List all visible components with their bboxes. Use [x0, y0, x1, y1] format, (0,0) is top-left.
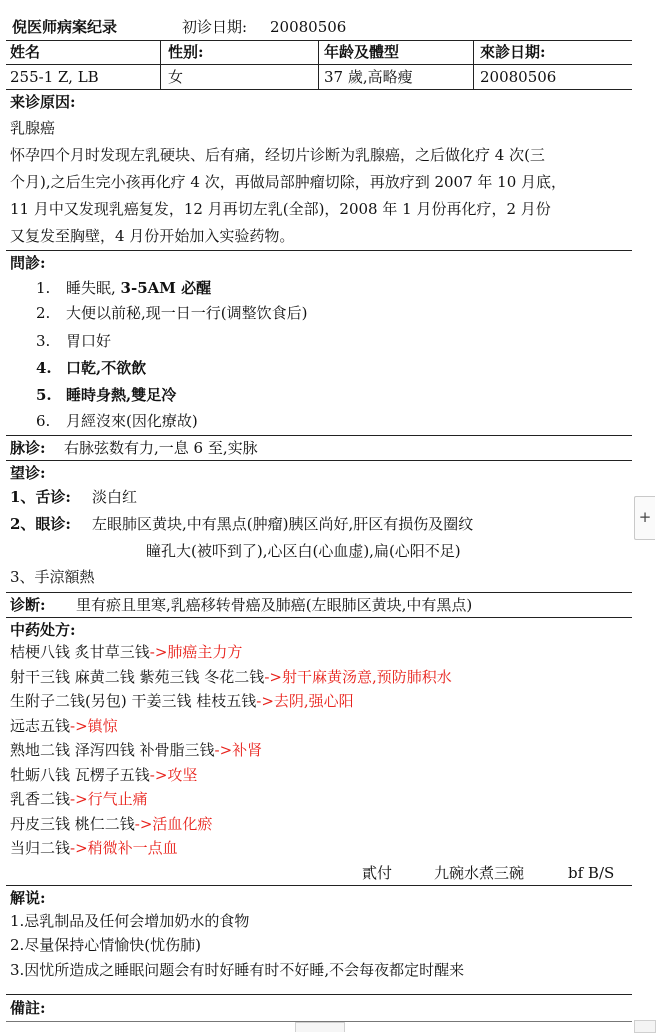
prescription-line: 熟地二钱 泽泻四钱 补骨脂三钱->补肾: [10, 741, 263, 759]
inquiry-item: 口乾,不欲飲: [66, 359, 147, 377]
header-age-build: 年龄及體型: [324, 43, 400, 61]
inquiry-item: 月經沒來(因化療故): [66, 412, 198, 430]
explanation-label: 解说:: [10, 889, 46, 907]
value-name: 255-1 Z, LB: [10, 68, 99, 86]
prescription-line: 牡蛎八钱 瓦楞子五钱->攻坚: [10, 766, 198, 784]
section-divider: [6, 994, 632, 995]
section-divider: [6, 250, 632, 251]
explanation-line: 2.尽量保持心情愉快(忧伤肺): [10, 936, 202, 954]
section-divider: [6, 592, 632, 593]
table-divider: [318, 40, 319, 89]
inquiry-item-number: 2.: [36, 304, 51, 322]
value-gender: 女: [168, 68, 184, 86]
reason-label: 来诊原因:: [10, 93, 76, 111]
inspection-label: 望诊:: [10, 464, 46, 482]
inquiry-item-number: 4.: [36, 359, 52, 377]
prescription-line: 丹皮三钱 桃仁二钱->活血化瘀: [10, 815, 213, 833]
section-divider: [6, 460, 632, 461]
value-age-build: 37 歲,高略瘦: [324, 68, 413, 86]
inquiry-item-number: 1.: [36, 279, 51, 297]
dosing-time: bf B/S: [568, 864, 615, 882]
inquiry-item: 大便以前秘,现一日一行(调整饮食后): [66, 304, 308, 322]
table-divider: [473, 40, 474, 89]
eye-line: 左眼肺区黄块,中有黑点(肿瘤)胰区尚好,肝区有损伤及圈纹: [92, 515, 474, 533]
hand-text: 3、手涼額熱: [10, 568, 95, 586]
eye-line: 瞳孔大(被吓到了),心区白(心血虚),扁(心阳不足): [146, 542, 461, 560]
first-visit-date: 20080506: [270, 18, 347, 36]
inquiry-item-number: 5.: [36, 386, 52, 404]
prescription-line: 远志五钱->镇惊: [10, 717, 118, 735]
reason-line: 11 月中又发现乳癌复发，12 月再切左乳(全部)，2008 年 1 月份再化疗，2 月份: [10, 200, 551, 218]
tongue-label: 1、舌诊:: [10, 488, 71, 506]
tongue-text: 淡白红: [92, 488, 138, 506]
notes-label: 備註:: [10, 999, 46, 1017]
inquiry-item: 胃口好: [66, 332, 112, 350]
eye-label: 2、眼诊:: [10, 515, 71, 533]
first-visit-label: 初诊日期:: [182, 18, 248, 36]
prescription-label: 中药处方:: [10, 621, 76, 639]
reason-diagnosis: 乳腺癌: [10, 119, 56, 137]
value-visit-date: 20080506: [480, 68, 557, 86]
medical-record-document: [6, 0, 632, 1031]
inquiry-label: 問診:: [10, 254, 46, 272]
prescription-line: 桔梗八钱 炙甘草三钱->肺癌主力方: [10, 643, 243, 661]
prescription-line: 射干三钱 麻黄二钱 紫苑三钱 冬花二钱->射干麻黄汤意,预防肺积水: [10, 668, 452, 686]
header-visit-date: 來診日期:: [480, 43, 546, 61]
pulse-text: 右脉弦数有力,一息 6 至,实脉: [64, 439, 258, 457]
reason-line: 个月),之后生完小孩再化疗 4 次，再做局部肿瘤切除，再放疗到 2007 年 10 月底，: [10, 173, 567, 191]
diagnosis-label: 诊断:: [10, 596, 46, 614]
prescription-line: 乳香二钱->行气止痛: [10, 790, 148, 808]
cooking-method: 九碗水煮三碗: [434, 864, 525, 882]
inquiry-item-number: 6.: [36, 412, 51, 430]
table-bottom-border: [6, 89, 632, 90]
header-name: 姓名: [10, 43, 41, 61]
explanation-line: 1.忌乳制品及任何会增加奶水的食物: [10, 912, 250, 930]
table-middle-border: [6, 64, 632, 65]
inquiry-item: 睡時身熱,雙足冷: [66, 386, 177, 404]
dosage-text: 貳付: [362, 864, 393, 882]
section-divider: [6, 617, 632, 618]
diagnosis-text: 里有瘀且里寒,乳癌移转骨癌及肺癌(左眼肺区黄块,中有黑点): [76, 596, 473, 614]
resize-corner[interactable]: [634, 1020, 656, 1033]
expand-panel-button[interactable]: [634, 496, 655, 540]
prescription-line: 当归二钱->稍微补一点血: [10, 839, 178, 857]
reason-line: 怀孕四个月时发现左乳硬块、后有痛，经切片诊断为乳腺癌，之后做化疗 4 次(三: [10, 146, 545, 164]
prescription-line: 生附子二钱(另包) 干姜三钱 桂枝五钱->去阴,强心阳: [10, 692, 354, 710]
section-divider: [6, 885, 632, 886]
record-title: 倪医师病案纪录: [12, 18, 118, 36]
header-gender: 性别:: [168, 43, 204, 61]
plus-icon: +: [638, 508, 652, 526]
explanation-line: 3.因忧所造成之睡眠问题会有时好睡有时不好睡,不会每夜都定时醒来: [10, 961, 465, 979]
inquiry-item-number: 3.: [36, 332, 51, 350]
inquiry-item: 睡失眠, 3-5AM 必醒: [66, 279, 212, 297]
section-divider: [6, 435, 632, 436]
table-divider: [160, 40, 161, 89]
reason-line: 又复发至胸壁，4 月份开始加入实验药物。: [10, 227, 295, 245]
pulse-label: 脉诊:: [10, 439, 46, 457]
